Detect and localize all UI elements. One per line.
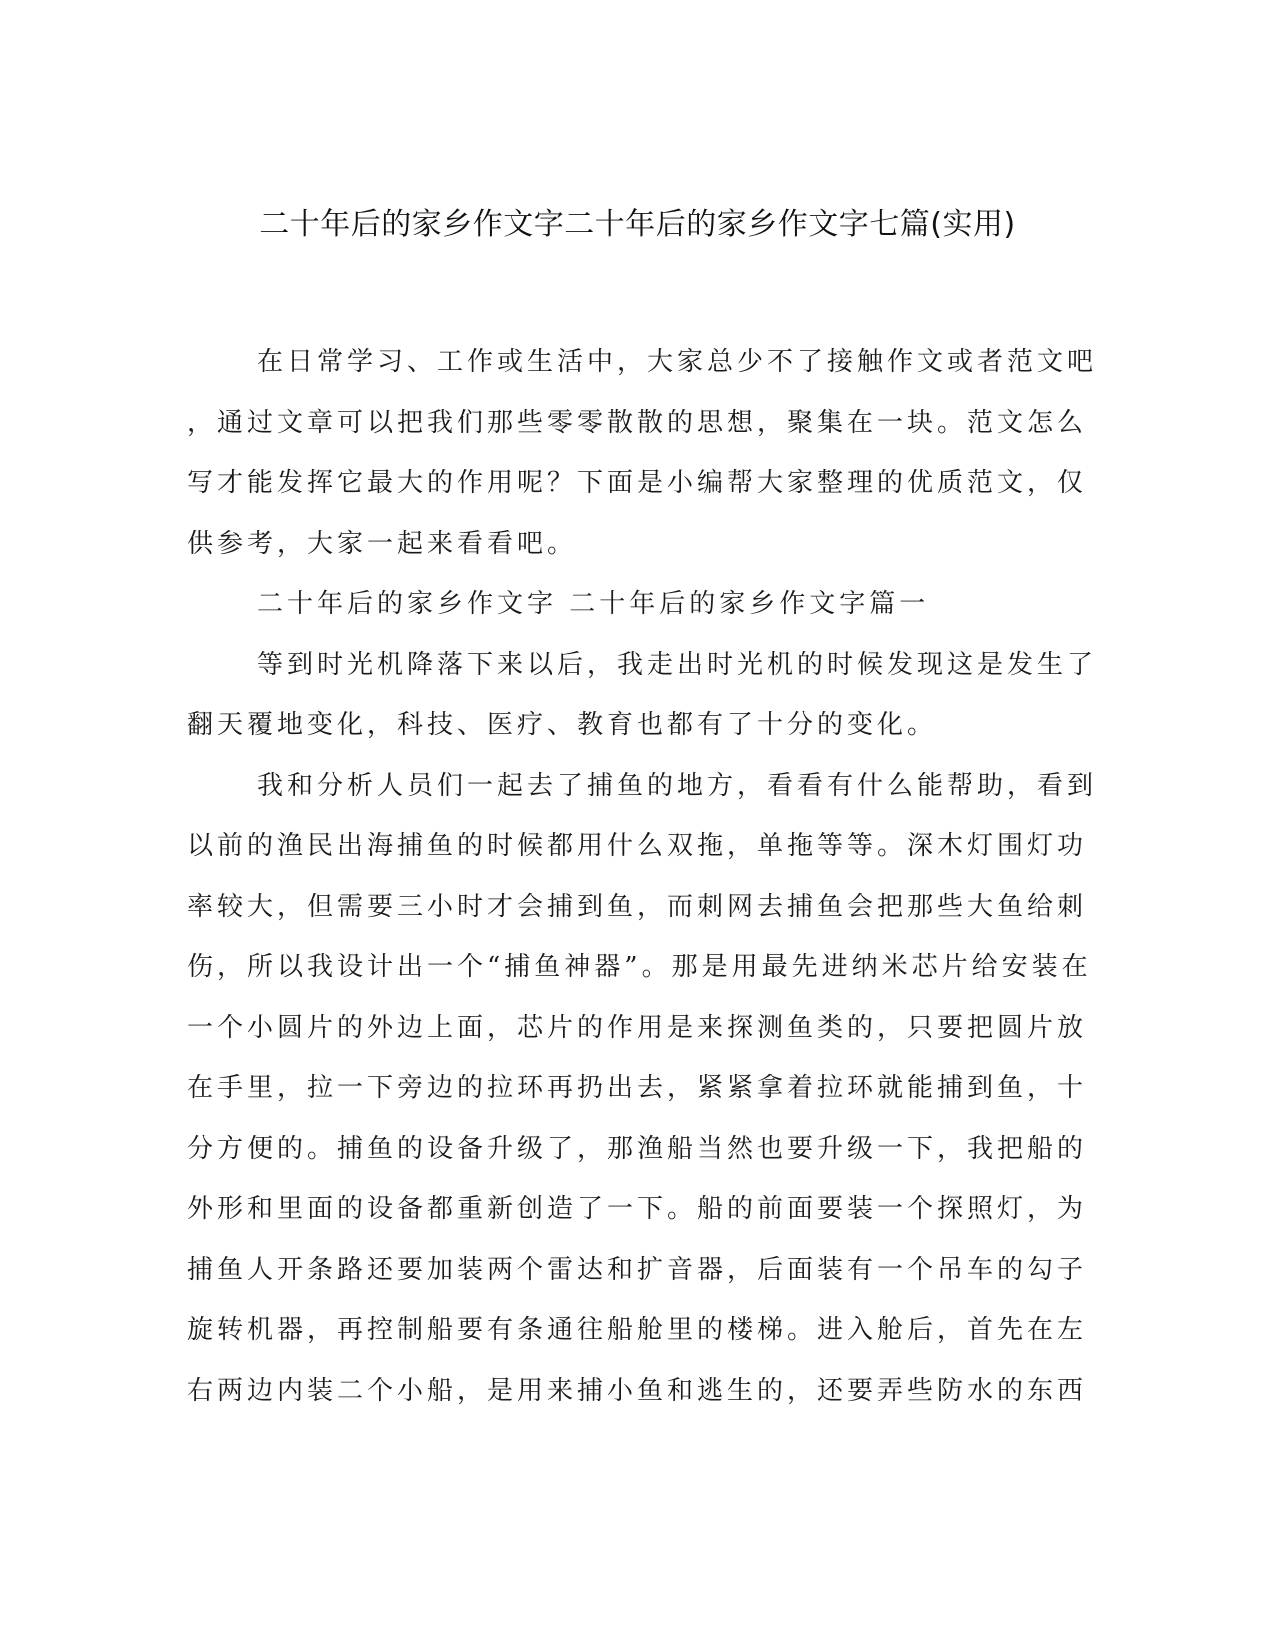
paragraph-line: 在手里，拉一下旁边的拉环再扔出去，紧紧拿着拉环就能捕到鱼，十	[187, 1073, 1088, 1103]
paragraph-line: 旋转机器，再控制船要有条通往船舱里的楼梯。进入舱后，首先在左	[187, 1315, 1088, 1345]
paragraph-line: 以前的渔民出海捕鱼的时候都用什么双拖，单拖等等。深木灯围灯功	[187, 831, 1088, 861]
paragraph-line: 写才能发挥它最大的作用呢？下面是小编帮大家整理的优质范文，仅	[187, 468, 1088, 498]
paragraph-line: 供参考，大家一起来看看吧。	[187, 528, 578, 559]
paragraph-line: 捕鱼人开条路还要加装两个雷达和扩音器，后面装有一个吊车的勾子	[187, 1254, 1088, 1285]
paragraph-line: 一个小圆片的外边上面，芯片的作用是来探测鱼类的，只要把圆片放	[187, 1012, 1088, 1043]
paragraph-line: 等到时光机降落下来以后，我走出时光机的时候发现这是发生了	[257, 649, 1098, 680]
paragraph-line: 右两边内装二个小船，是用来捕小鱼和逃生的，还要弄些防水的东西	[187, 1375, 1088, 1406]
paragraph-line: ，通过文章可以把我们那些零零散散的思想，聚集在一块。范文怎么	[187, 407, 1088, 438]
paragraph-line: 在日常学习、工作或生活中，大家总少不了接触作文或者范文吧	[257, 347, 1098, 377]
paragraph-line: 伤，所以我设计出一个“捕鱼神器”。那是用最先进纳米芯片给安装在	[187, 952, 1092, 982]
paragraph-line: 外形和里面的设备都重新创造了一下。船的前面要装一个探照灯，为	[187, 1194, 1088, 1224]
paragraph-line: 我和分析人员们一起去了捕鱼的地方，看看有什么能帮助，看到	[257, 770, 1098, 801]
paragraph-line: 翻天覆地变化，科技、医疗、教育也都有了十分的变化。	[187, 710, 938, 740]
paragraph-line: 率较大，但需要三小时才会捕到鱼，而刺网去捕鱼会把那些大鱼给刺	[187, 891, 1088, 922]
document-title: 二十年后的家乡作文字二十年后的家乡作文字七篇(实用)	[259, 207, 1016, 242]
paragraph-line: 分方便的。捕鱼的设备升级了，那渔船当然也要升级一下，我把船的	[187, 1133, 1088, 1164]
document-body	[187, 332, 1098, 1421]
section-heading: 二十年后的家乡作文字 二十年后的家乡作文字篇一	[257, 589, 930, 619]
